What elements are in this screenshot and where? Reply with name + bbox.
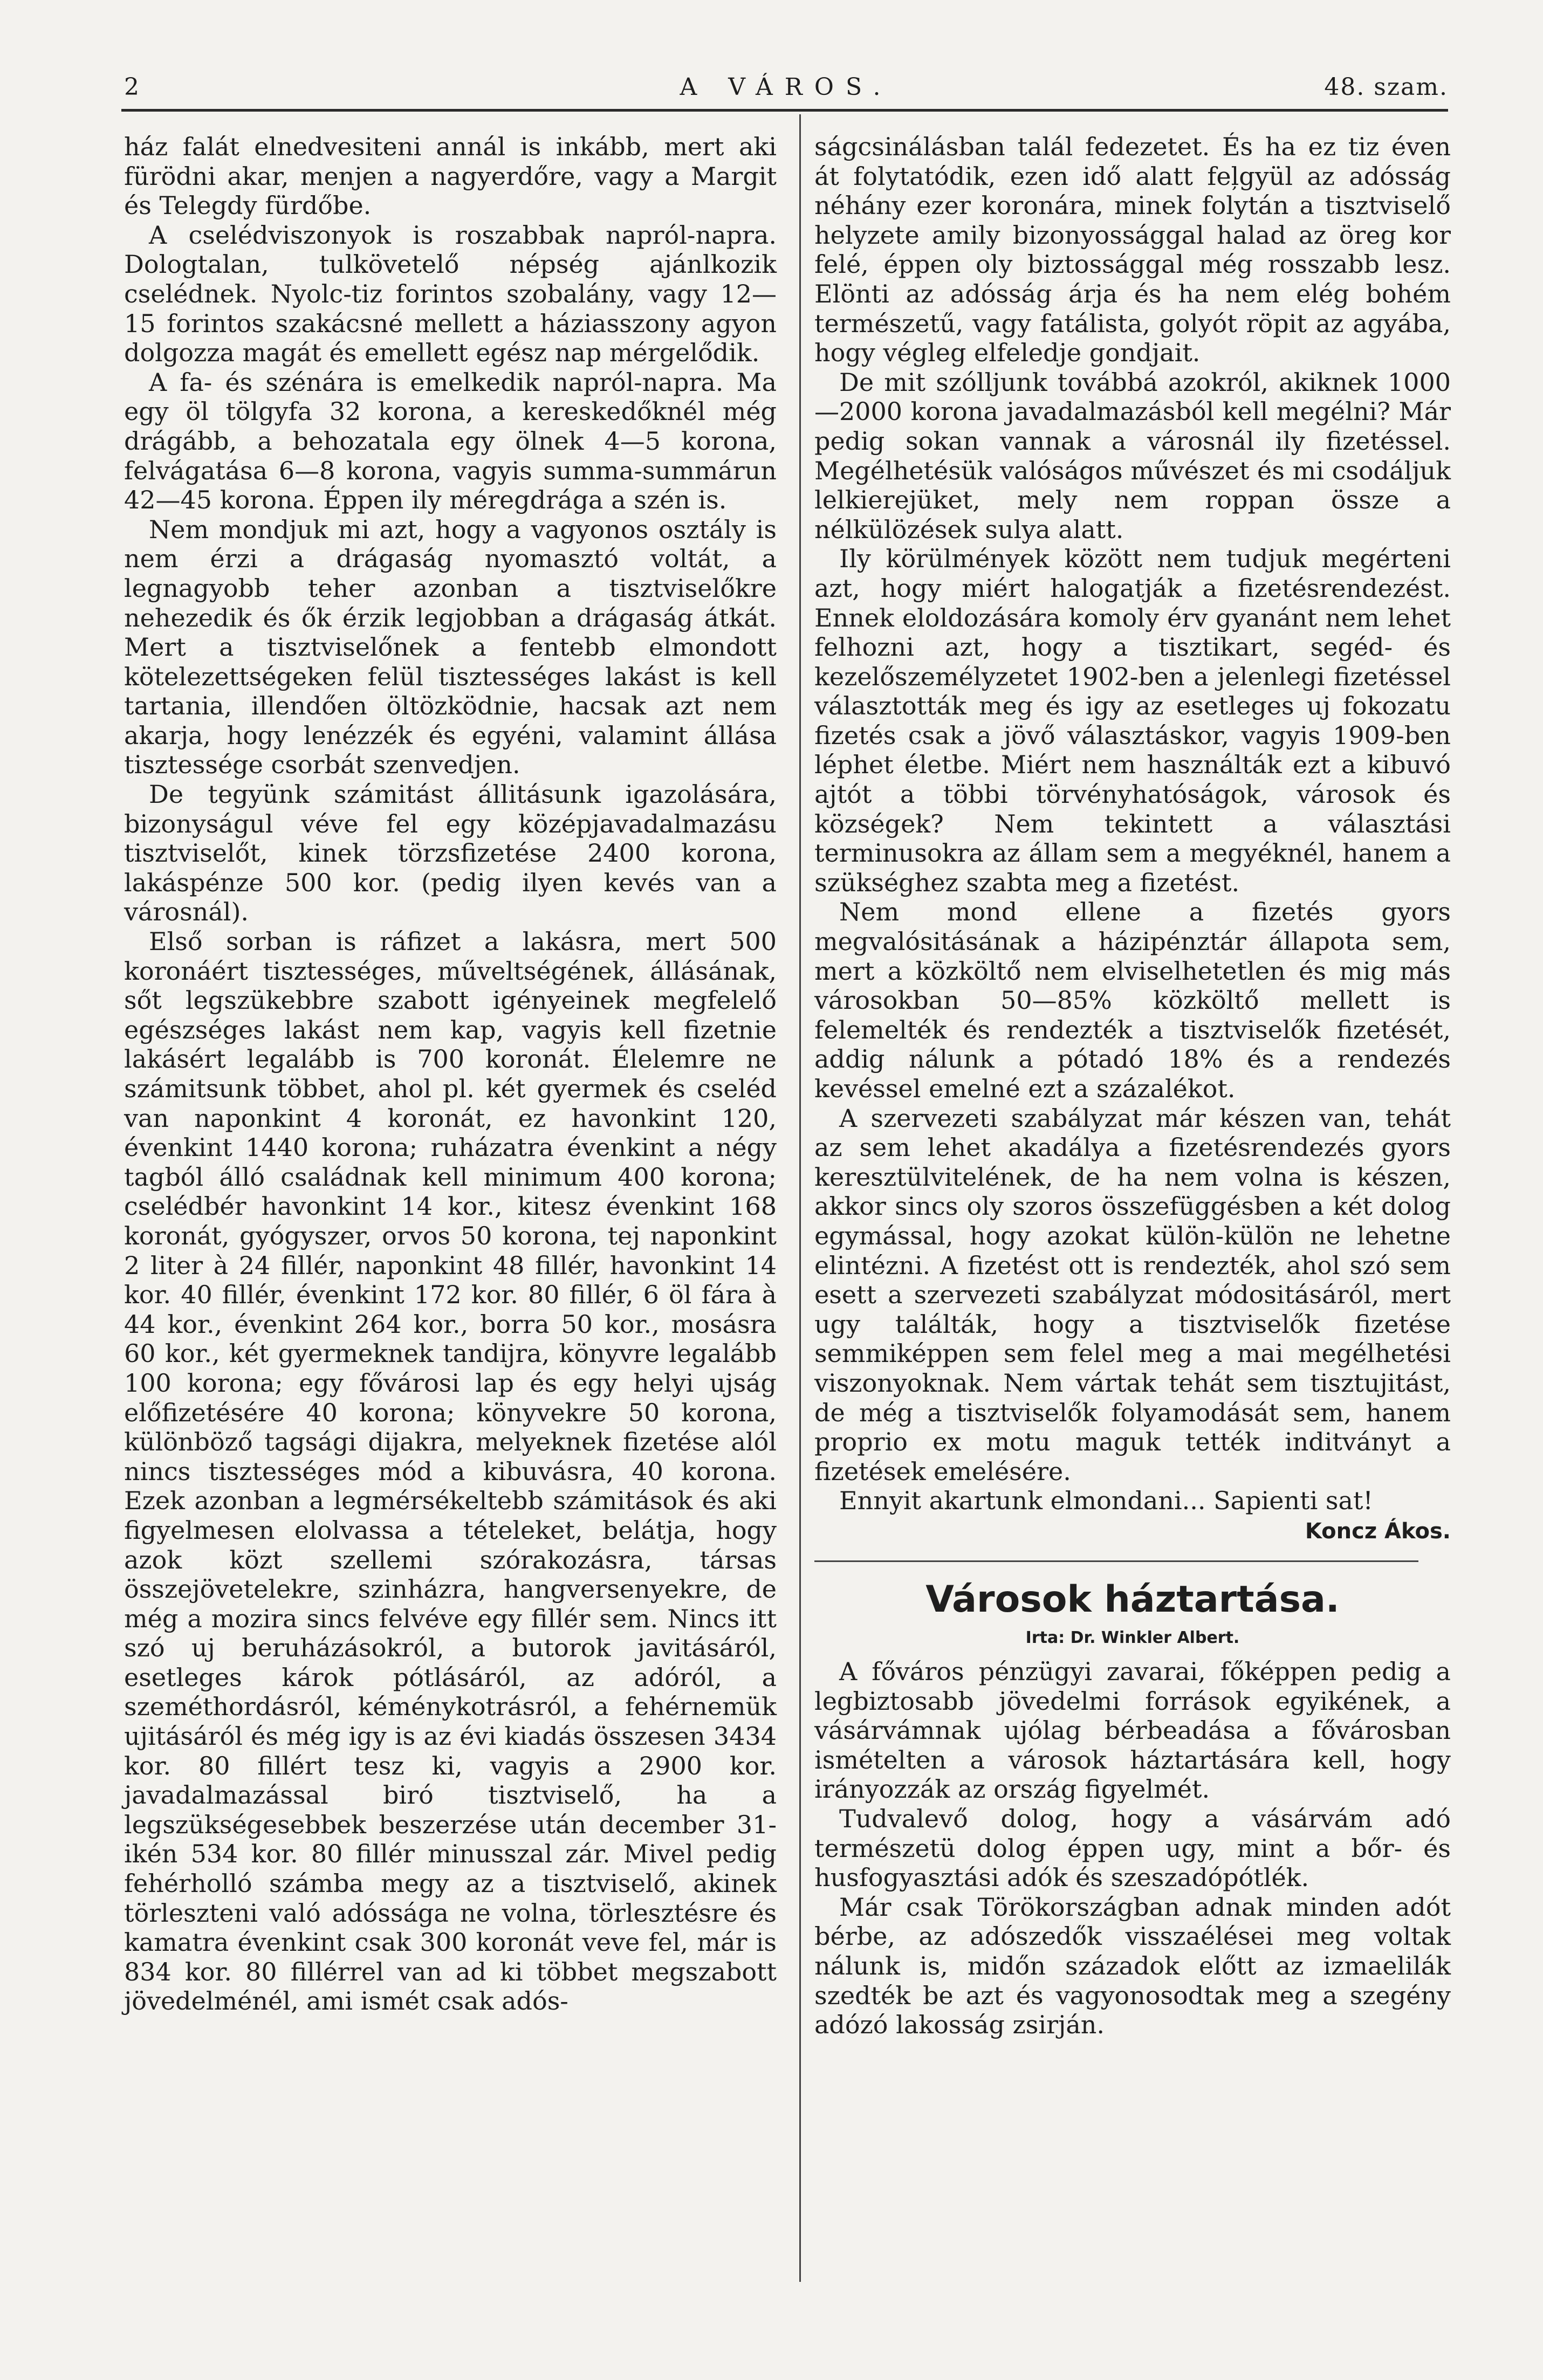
paragraph: De tegyünk számitást állitásunk igazolására, bizonyságul véve fel egy középjavadalmazásu tisztviselőt, kinek törzsfizetése 2400 korona, lakáspénze 500 kor. (pedig ilyen kevés van a városnál). xyxy=(124,780,777,927)
issue-number: 48. szam. xyxy=(1324,73,1448,101)
paragraph: De mit szólljunk továbbá azokról, akiknek 1000—2000 korona javadalmazásból kell megélni? Már pedig sokan vannak a városnál ily fizetéssel. Megélhetésük valóságos művészet és mi csodáljuk lelkierejüket, mely nem roppan össze a nélkülözések sulya alatt. xyxy=(814,367,1451,544)
page-number: 2 xyxy=(124,73,141,101)
paragraph: A fa- és szénára is emelkedik napról-napra. Ma egy öl tölgyfa 32 korona, a kereskedőknél még drágább, a behozatala egy ölnek 4—5 korona, felvágatása 6—8 korona, vagyis summa-summárun 42—45 korona. Éppen ily méregdrága a szén is. xyxy=(124,367,777,515)
paragraph: A szervezeti szabályzat már készen van, tehát az sem lehet akadálya a fizetésrendezés gyors keresztülvitelének, de ha nem volna is készen, akkor sincs oly szoros összefüggésben a két dolog egymással, hogy azokat külön-külön ne lehetne elintézni. A fizetést ott is rendezték, ahol szó sem esett a szervezeti szabályzat módositásáról, mert ugy találták, hogy a tisztviselők fizetése semmiképpen sem felel meg a mai megélhetési viszonyoknak. Nem vártak tehát sem tisztujitást, de még a tisztviselők folyamodását sem, hanem proprio ex motu maguk tették inditványt a fizetések emelésére. xyxy=(814,1103,1451,1486)
left-column xyxy=(124,132,777,2016)
paragraph: Ennyit akartunk elmondani... Sapienti sat! xyxy=(839,1486,1373,1516)
author-signature: Koncz Ákos. xyxy=(1305,1518,1451,1544)
right-column xyxy=(814,132,1451,2040)
paragraph: A cselédviszonyok is roszabbak napról-napra. Dologtalan, tulkövetelő népség ajánlkozik cselédnek. Nyolc-tiz forintos szobalány, vagy 12—15 forintos szakácsné mellett a háziasszony agyon dolgozza magát és emellett egész nap mérgelődik. xyxy=(124,220,777,368)
column-divider xyxy=(799,114,801,2282)
paragraph: ház falát elnedvesiteni annál is inkább, mert aki fürödni akar, menjen a nagyerdőre, vagy a Margit és Telegdy fürdőbe. xyxy=(124,132,777,221)
newspaper-title: A VÁROS. xyxy=(680,73,893,101)
header-rule xyxy=(121,109,1448,112)
paragraph: Már csak Törökországban adnak minden adót bérbe, az adószedők visszaélései meg voltak nálunk is, midőn századok előtt az izmaelilák szedték be azt és vagyonosodtak meg a szegény adózó lakosság zsirján. xyxy=(814,1892,1451,2040)
paragraph: Ily körülmények között nem tudjuk megérteni azt, hogy miért halogatják a fizetésrendezést. Ennek eloldozására komoly érv gyanánt nem lehet felhozni azt, hogy a tisztikart, segéd- és kezelőszemélyzetet 1902-ben a jelenlegi fizetéssel választották meg és igy az esetleges uj fokozatu fizetés csak a jövő választáskor, vagyis 1909-ben léphet életbe. Miért nem használták ezt a kibuvó ajtót a többi törvényhatóságok, városok és községek? Nem tekintett a választási terminusokra az állam sem a megyéknél, hanem a szükséghez szabta meg a fizetést. xyxy=(814,544,1451,897)
paragraph: Tudvalevő dolog, hogy a vásárvám adó természetü dolog éppen ugy, mint a bőr- és husfogyasztási adók és szeszadópótlék. xyxy=(814,1804,1451,1893)
article-separator xyxy=(814,1560,1418,1562)
paragraph: ságcsinálásban talál fedezetet. És ha ez tiz éven át folytatódik, ezen idő alatt feļgyül az adósság néhány ezer koronára, minek folytán a tisztviselő helyzete amily bizonyossággal halad az öreg kor felé, éppen oly biztossággal még rosszabb lesz. Elönti az adósság árja és ha nem elég bohém természetű, vagy fatálista, golyót röpit az agyába, hogy végleg elfeledje gondjait. xyxy=(814,132,1451,368)
paragraph: A főváros pénzügyi zavarai, főképpen pedig a legbiztosabb jövedelmi források egyikének, a vásárvámnak ujólag bérbeadása a fővárosban ismételten a városok háztartására kell, hogy irányozzák az ország figyelmét. xyxy=(814,1657,1451,1804)
paragraph: Első sorban is ráfizet a lakásra, mert 500 koronáért tisztességes, műveltségének, állásának, sőt legszükebbre szabott igényeinek megfelelő egészséges lakást nem kap, vagyis kell fizetnie lakásért legalább is 700 koronát. Élelemre ne számitsunk többet, ahol pl. két gyermek és cseléd van naponkint 4 koronát, ez havonkint 120, évenkint 1440 korona; ruházatra évenkint a négy tagból álló családnak kell minimum 400 korona; cselédbér havonkint 14 kor., kitesz évenkint 168 koronát, gyógyszer, orvos 50 korona, tej naponkint 2 liter à 24 fillér, naponkint 48 fillér, havonkint 14 kor. 40 fillér, évenkint 172 kor. 80 fillér, 6 öl fára à 44 kor., évenkint 264 kor., borra 50 kor., mosásra 60 kor., két gyermeknek tandijra, könyvre legalább 100 korona; egy fővárosi lap és egy helyi ujság előfizetésére 40 korona; könyvekre 50 korona, különböző tagsági dijakra, melyeknek fizetése alól nincs tisztességes mód a kibuvásra, 40 korona. Ezek azonban a legmérsékeltebb számitások és aki figyelmesen elolvassa a tételeket, belátja, hogy azok közt szellemi szórakozásra, társas összejövetelekre, szinházra, hangversenyekre, de még a mozira sincs felvéve egy fillér sem. Nincs itt szó uj beruházásokról, a butorok javitásáról, esetleges károk pótlásáról, az adóról, a szeméthordásról, kéménykotrásról, a fehérnemük ujitásáról és még igy is az évi kiadás összesen 3434 kor. 80 fillért tesz ki, vagyis a 2900 kor. javadalmazással biró tisztviselő, ha a legszükségesebbek beszerzése után december 31-ikén 534 kor. 80 fillér minusszal zár. Mivel pedig fehérholló számba megy az a tisztviselő, akinek törleszteni való adóssága ne volna, törlesztésre és kamatra évenkint csak 300 koronát veve fel, már is 834 kor. 80 fillérrel van ad ki többet megszabott jövedelménél, ami ismét csak adós- xyxy=(124,927,777,2016)
paragraph: Nem mond ellene a fizetés gyors megvalósitásának a házipénztár állapota sem, mert a közköltő nem elviselhetetlen és mig más városokban 50—85% közköltő mellett is felemelték és rendezték a tisztviselők fizetését, addig nálunk a pótadó 18% és a rendezés kevéssel emelné ezt a százalékot. xyxy=(814,897,1451,1103)
page-header xyxy=(124,64,1448,112)
paragraph: Nem mondjuk mi azt, hogy a vagyonos osztály is nem érzi a drágaság nyomasztó voltát, a legnagyobb teher azonban a tisztviselőkre nehezedik és ők érzik legjobban a drágaság átkát. Mert a tisztviselőnek a fentebb elmondott kötelezettségeken felül tisztességes lakást is kell tartania, illendően öltözködnie, hacsak azt nem akarja, hogy lenézzék és egyéni, valamint állása tisztessége csorbát szenvedjen. xyxy=(124,514,777,780)
section-title: Városok háztartása. xyxy=(925,1578,1340,1621)
byline: Irta: Dr. Winkler Albert. xyxy=(1025,1628,1240,1647)
